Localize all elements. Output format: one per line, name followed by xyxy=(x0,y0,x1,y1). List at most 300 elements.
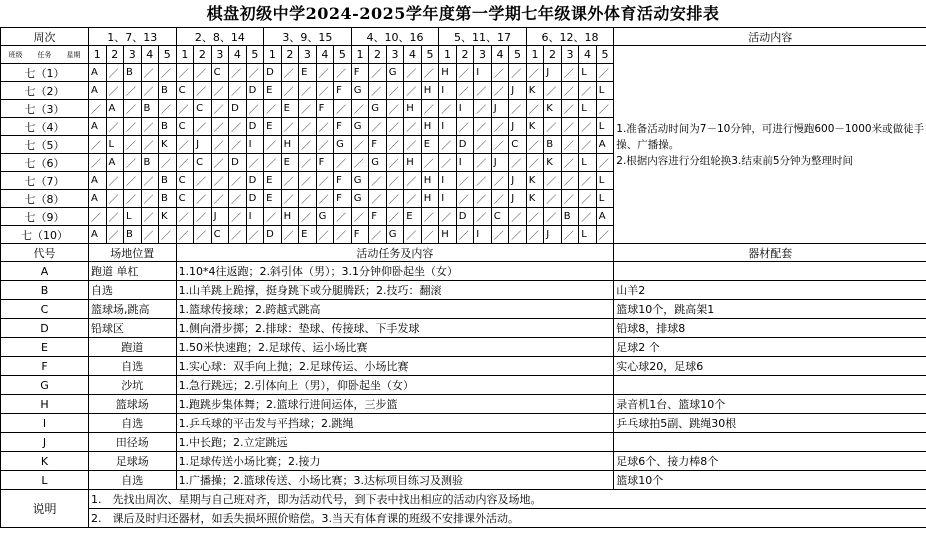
schedule-cell: ／ xyxy=(369,82,387,100)
schedule-cell: H xyxy=(439,64,457,82)
schedule-cell: ／ xyxy=(141,82,159,100)
activity-content-notes xyxy=(614,46,926,244)
schedule-cell: ／ xyxy=(246,64,264,82)
schedule-cell: ／ xyxy=(106,118,124,136)
weeks-label: 周次 xyxy=(1,28,89,46)
schedule-cell: D xyxy=(246,118,264,136)
day-header: 4 xyxy=(579,46,597,64)
schedule-cell: ／ xyxy=(264,136,282,154)
schedule-cell: ／ xyxy=(194,118,212,136)
day-header: 3 xyxy=(474,46,492,64)
schedule-cell: ／ xyxy=(106,208,124,226)
schedule-cell: ／ xyxy=(211,154,229,172)
schedule-cell: K xyxy=(526,82,544,100)
schedule-cell: D xyxy=(229,100,247,118)
task-equipment: 篮球10个，跳高架1 xyxy=(614,300,926,319)
schedule-cell: ／ xyxy=(246,154,264,172)
day-header: 4 xyxy=(491,46,509,64)
schedule-cell: L xyxy=(579,100,597,118)
task-equipment: 实心球20，足球6 xyxy=(614,357,926,376)
schedule-cell: K xyxy=(159,136,177,154)
schedule-cell: I xyxy=(456,154,474,172)
task-content: 1.乒乓球的平击发与平挡球；2.跳绳 xyxy=(176,414,614,433)
task-location: 自选 xyxy=(89,471,177,490)
task-content: 1.跑跳步集体舞；2.篮球行进间运体，三步篮 xyxy=(176,395,614,414)
week-header: 5、11、17 xyxy=(439,28,527,46)
schedule-cell: ／ xyxy=(316,136,334,154)
schedule-cell: ／ xyxy=(579,136,597,154)
schedule-cell: F xyxy=(334,190,352,208)
schedule-cell: ／ xyxy=(491,172,509,190)
task-content: 1.50米快速跑；2.足球传、运小场比赛 xyxy=(176,338,614,357)
schedule-cell: ／ xyxy=(526,154,544,172)
task-location: 田径场 xyxy=(89,433,177,452)
schedule-cell: D xyxy=(246,172,264,190)
schedule-cell: H xyxy=(421,172,439,190)
schedule-cell: B xyxy=(544,136,562,154)
task-code: G xyxy=(1,376,89,395)
schedule-cell: H xyxy=(281,136,299,154)
task-equipment xyxy=(614,262,926,281)
task-location: 足球场 xyxy=(89,452,177,471)
schedule-cell: ／ xyxy=(526,136,544,154)
schedule-cell: ／ xyxy=(351,154,369,172)
schedule-cell: ／ xyxy=(89,100,107,118)
schedule-cell: C xyxy=(194,154,212,172)
task-code: K xyxy=(1,452,89,471)
task-equipment: 铅球8，排球8 xyxy=(614,319,926,338)
schedule-cell: ／ xyxy=(229,136,247,154)
schedule-cell: I xyxy=(439,82,457,100)
schedule-cell: ／ xyxy=(421,208,439,226)
schedule-cell: ／ xyxy=(526,64,544,82)
schedule-cell: ／ xyxy=(474,136,492,154)
task-equipment: 足球6个、接力棒8个 xyxy=(614,452,926,471)
schedule-cell: G xyxy=(351,118,369,136)
schedule-cell: ／ xyxy=(526,226,544,244)
task-location: 铅球区 xyxy=(89,319,177,338)
schedule-cell: C xyxy=(211,64,229,82)
schedule-cell: ／ xyxy=(404,118,422,136)
day-header: 5 xyxy=(509,46,527,64)
schedule-cell: ／ xyxy=(264,208,282,226)
schedule-cell: J xyxy=(509,82,527,100)
day-header: 1 xyxy=(89,46,107,64)
day-header: 1 xyxy=(439,46,457,64)
schedule-cell: L xyxy=(579,154,597,172)
schedule-cell: ／ xyxy=(369,118,387,136)
schedule-cell: K xyxy=(526,190,544,208)
schedule-cell: C xyxy=(509,136,527,154)
class-name: 七（3） xyxy=(1,100,89,118)
class-task-day-label xyxy=(1,46,89,64)
schedule-cell: ／ xyxy=(124,136,142,154)
schedule-cell: ／ xyxy=(211,82,229,100)
class-name: 七（5） xyxy=(1,136,89,154)
schedule-cell: ／ xyxy=(141,226,159,244)
schedule-cell: ／ xyxy=(299,100,317,118)
class-name: 七（7） xyxy=(1,172,89,190)
schedule-cell: ／ xyxy=(526,100,544,118)
schedule-cell: E xyxy=(264,172,282,190)
task-content: 1.急行跳远；2.引体向上（男），仰卧起坐（女） xyxy=(176,376,614,395)
schedule-cell: I xyxy=(474,64,492,82)
schedule-cell: ／ xyxy=(439,208,457,226)
schedule-cell: H xyxy=(421,190,439,208)
schedule-cell: ／ xyxy=(509,64,527,82)
schedule-cell: ／ xyxy=(474,154,492,172)
notes-label: 说明 xyxy=(1,490,89,528)
note-line: 1. 先找出周次、星期与自己班对齐，即为活动代号，到下表中找出相应的活动内容及场地。 xyxy=(89,490,926,509)
task-content: 1.广播操；2.篮球传送、小场比赛；3.达标项目练习及测验 xyxy=(176,471,614,490)
schedule-cell: ／ xyxy=(334,208,352,226)
schedule-cell: J xyxy=(491,100,509,118)
schedule-cell: ／ xyxy=(491,190,509,208)
schedule-cell: ／ xyxy=(351,208,369,226)
task-row xyxy=(1,452,926,471)
task-code: D xyxy=(1,319,89,338)
schedule-cell: E xyxy=(421,136,439,154)
schedule-cell: ／ xyxy=(106,82,124,100)
schedule-cell: ／ xyxy=(404,172,422,190)
day-header: 2 xyxy=(281,46,299,64)
week-header: 1、7、13 xyxy=(89,28,177,46)
schedule-cell: A xyxy=(596,136,614,154)
schedule-cell: ／ xyxy=(194,208,212,226)
schedule-cell: ／ xyxy=(299,208,317,226)
schedule-cell: ／ xyxy=(264,154,282,172)
schedule-cell: G xyxy=(316,208,334,226)
schedule-cell: ／ xyxy=(369,172,387,190)
schedule-cell: ／ xyxy=(211,136,229,154)
schedule-cell: B xyxy=(561,208,579,226)
schedule-cell: L xyxy=(596,172,614,190)
schedule-cell: ／ xyxy=(386,154,404,172)
schedule-cell: ／ xyxy=(509,100,527,118)
schedule-cell: ／ xyxy=(316,64,334,82)
task-equipment: 录音机1台、篮球10个 xyxy=(614,395,926,414)
schedule-cell: K xyxy=(526,172,544,190)
schedule-cell: B xyxy=(124,226,142,244)
schedule-cell: ／ xyxy=(89,208,107,226)
task-location: 篮球场,跳高 xyxy=(89,300,177,319)
schedule-cell: ／ xyxy=(334,64,352,82)
code-header: 代号 xyxy=(1,244,89,262)
content-label: 活动内容 xyxy=(614,28,926,46)
task-content: 1.足球传送小场比赛；2.接力 xyxy=(176,452,614,471)
schedule-cell: F xyxy=(316,100,334,118)
schedule-cell: L xyxy=(106,136,124,154)
schedule-cell: ／ xyxy=(474,190,492,208)
schedule-cell: ／ xyxy=(281,64,299,82)
task-location: 自选 xyxy=(89,281,177,300)
schedule-cell: ／ xyxy=(509,208,527,226)
week-header: 6、12、18 xyxy=(526,28,614,46)
schedule-cell: ／ xyxy=(281,82,299,100)
schedule-cell: I xyxy=(246,208,264,226)
schedule-cell: E xyxy=(299,64,317,82)
schedule-cell: ／ xyxy=(579,190,597,208)
schedule-table xyxy=(0,27,926,528)
schedule-cell: ／ xyxy=(246,100,264,118)
schedule-cell: ／ xyxy=(229,64,247,82)
schedule-cell: ／ xyxy=(561,226,579,244)
schedule-cell: H xyxy=(404,154,422,172)
task-equipment: 乒乓球拍5副、跳绳30根 xyxy=(614,414,926,433)
schedule-cell: F xyxy=(369,136,387,154)
schedule-cell: ／ xyxy=(211,118,229,136)
schedule-cell: ／ xyxy=(194,82,212,100)
content-note: 1.准备活动时间为7－10分钟，可进行慢跑600－1000米或做徒手操、广播操。 xyxy=(616,122,925,151)
schedule-cell: ／ xyxy=(159,226,177,244)
task-code: C xyxy=(1,300,89,319)
schedule-cell: ／ xyxy=(561,190,579,208)
schedule-cell: D xyxy=(456,136,474,154)
schedule-cell: ／ xyxy=(229,190,247,208)
schedule-cell: ／ xyxy=(369,64,387,82)
day-header: 3 xyxy=(211,46,229,64)
task-row xyxy=(1,357,926,376)
sub-label: 班级 xyxy=(8,50,23,59)
task-code: J xyxy=(1,433,89,452)
schedule-cell: H xyxy=(439,226,457,244)
schedule-cell: ／ xyxy=(404,82,422,100)
schedule-cell: C xyxy=(176,118,194,136)
schedule-cell: ／ xyxy=(124,154,142,172)
schedule-cell: C xyxy=(176,172,194,190)
task-location: 跑道 单杠 xyxy=(89,262,177,281)
task-equipment: 山羊2 xyxy=(614,281,926,300)
task-code: H xyxy=(1,395,89,414)
class-name: 七（10） xyxy=(1,226,89,244)
schedule-cell: L xyxy=(579,64,597,82)
schedule-cell: J xyxy=(211,208,229,226)
schedule-cell: ／ xyxy=(491,136,509,154)
schedule-cell: ／ xyxy=(456,172,474,190)
schedule-cell: D xyxy=(264,226,282,244)
task-location: 自选 xyxy=(89,357,177,376)
schedule-cell: F xyxy=(316,154,334,172)
schedule-cell: ／ xyxy=(299,118,317,136)
schedule-cell: C xyxy=(491,208,509,226)
schedule-cell: ／ xyxy=(194,64,212,82)
class-name: 七（9） xyxy=(1,208,89,226)
schedule-cell: ／ xyxy=(229,82,247,100)
schedule-cell: ／ xyxy=(124,190,142,208)
schedule-cell: K xyxy=(526,118,544,136)
day-header: 2 xyxy=(456,46,474,64)
schedule-cell: ／ xyxy=(159,154,177,172)
schedule-cell: ／ xyxy=(544,190,562,208)
schedule-cell: I xyxy=(474,226,492,244)
class-name: 七（6） xyxy=(1,154,89,172)
task-content: 1.10*4往返跑；2.斜引体（男）；3.1分钟仰卧起坐（女） xyxy=(176,262,614,281)
schedule-cell: C xyxy=(194,100,212,118)
schedule-cell: J xyxy=(544,226,562,244)
schedule-cell: ／ xyxy=(561,100,579,118)
schedule-cell: I xyxy=(439,190,457,208)
schedule-cell: ／ xyxy=(386,172,404,190)
schedule-cell: F xyxy=(334,82,352,100)
schedule-cell: ／ xyxy=(334,100,352,118)
schedule-cell: ／ xyxy=(561,64,579,82)
schedule-cell: ／ xyxy=(561,154,579,172)
schedule-cell: ／ xyxy=(264,100,282,118)
schedule-cell: ／ xyxy=(404,136,422,154)
schedule-cell: K xyxy=(544,154,562,172)
schedule-cell: J xyxy=(509,118,527,136)
schedule-cell: ／ xyxy=(159,64,177,82)
schedule-cell: L xyxy=(596,190,614,208)
task-content: 1.侧向滑步掷；2.排球：垫球、传接球、下手发球 xyxy=(176,319,614,338)
task-row xyxy=(1,281,926,300)
page-title: 棋盘初级中学2024-2025学年度第一学期七年级课外体育活动安排表 xyxy=(206,4,720,23)
task-code: A xyxy=(1,262,89,281)
schedule-cell: ／ xyxy=(474,82,492,100)
schedule-cell: ／ xyxy=(229,208,247,226)
week-header: 3、9、15 xyxy=(264,28,352,46)
day-header: 1 xyxy=(351,46,369,64)
schedule-cell: F xyxy=(334,118,352,136)
schedule-cell: ／ xyxy=(456,64,474,82)
schedule-cell: G xyxy=(351,82,369,100)
day-header: 5 xyxy=(159,46,177,64)
schedule-cell: B xyxy=(141,100,159,118)
schedule-cell: J xyxy=(544,64,562,82)
schedule-cell: ／ xyxy=(404,64,422,82)
schedule-cell: ／ xyxy=(246,226,264,244)
day-header: 2 xyxy=(369,46,387,64)
class-name: 七（4） xyxy=(1,118,89,136)
schedule-cell: J xyxy=(491,154,509,172)
task-equipment xyxy=(614,433,926,452)
schedule-cell: ／ xyxy=(544,82,562,100)
schedule-cell: L xyxy=(579,226,597,244)
schedule-cell: ／ xyxy=(474,118,492,136)
schedule-cell: ／ xyxy=(386,82,404,100)
schedule-cell: ／ xyxy=(299,154,317,172)
task-equipment: 篮球10个 xyxy=(614,471,926,490)
schedule-cell: I xyxy=(439,118,457,136)
schedule-cell: ／ xyxy=(579,172,597,190)
schedule-cell: A xyxy=(106,154,124,172)
schedule-cell: ／ xyxy=(491,82,509,100)
schedule-cell: ／ xyxy=(194,172,212,190)
schedule-cell: ／ xyxy=(334,154,352,172)
schedule-cell: ／ xyxy=(561,118,579,136)
schedule-cell: B xyxy=(124,64,142,82)
note-line: 2. 课后及时归还器材，如丢失损坏照价赔偿。3.当天有体育课的班级不安排课外活动。 xyxy=(89,509,926,528)
schedule-cell: A xyxy=(89,64,107,82)
class-name: 七（8） xyxy=(1,190,89,208)
schedule-cell: ／ xyxy=(439,154,457,172)
schedule-cell: ／ xyxy=(141,136,159,154)
schedule-cell: ／ xyxy=(404,226,422,244)
schedule-cell: ／ xyxy=(141,172,159,190)
schedule-cell: K xyxy=(544,100,562,118)
schedule-cell: ／ xyxy=(439,136,457,154)
schedule-cell: ／ xyxy=(281,190,299,208)
schedule-cell: ／ xyxy=(544,208,562,226)
schedule-cell: E xyxy=(299,226,317,244)
day-header: 3 xyxy=(386,46,404,64)
schedule-cell: ／ xyxy=(334,226,352,244)
task-location: 自选 xyxy=(89,414,177,433)
schedule-cell: K xyxy=(159,208,177,226)
task-row xyxy=(1,376,926,395)
task-row xyxy=(1,433,926,452)
schedule-cell: E xyxy=(281,154,299,172)
schedule-cell: ／ xyxy=(176,154,194,172)
schedule-cell: ／ xyxy=(526,208,544,226)
schedule-cell: B xyxy=(159,82,177,100)
task-content: 1.实心球：双手向上抛；2.足球传运、小场比赛 xyxy=(176,357,614,376)
schedule-cell: ／ xyxy=(596,154,614,172)
week-header: 4、10、16 xyxy=(351,28,439,46)
schedule-cell: ／ xyxy=(211,190,229,208)
task-content: 1.中长跑；2.立定跳远 xyxy=(176,433,614,452)
schedule-cell: ／ xyxy=(386,100,404,118)
day-header: 5 xyxy=(596,46,614,64)
schedule-cell: C xyxy=(176,190,194,208)
schedule-cell: ／ xyxy=(194,226,212,244)
schedule-cell: ／ xyxy=(124,172,142,190)
day-header: 3 xyxy=(124,46,142,64)
schedule-cell: ／ xyxy=(386,118,404,136)
schedule-cell: L xyxy=(596,82,614,100)
schedule-cell: ／ xyxy=(176,136,194,154)
schedule-cell: ／ xyxy=(316,82,334,100)
schedule-cell: ／ xyxy=(544,118,562,136)
day-header: 3 xyxy=(299,46,317,64)
schedule-cell: E xyxy=(281,100,299,118)
schedule-cell: F xyxy=(351,226,369,244)
schedule-cell: G xyxy=(351,172,369,190)
schedule-cell: ／ xyxy=(281,172,299,190)
task-row xyxy=(1,338,926,357)
schedule-cell: ／ xyxy=(194,190,212,208)
schedule-cell: I xyxy=(246,136,264,154)
schedule-cell: B xyxy=(159,118,177,136)
schedule-cell: ／ xyxy=(229,172,247,190)
task-location: 跑道 xyxy=(89,338,177,357)
schedule-cell: ／ xyxy=(351,136,369,154)
schedule-cell: ／ xyxy=(176,226,194,244)
day-header: 1 xyxy=(176,46,194,64)
task-row xyxy=(1,395,926,414)
schedule-cell: ／ xyxy=(229,226,247,244)
schedule-cell: ／ xyxy=(316,118,334,136)
schedule-cell: ／ xyxy=(579,208,597,226)
task-location: 篮球场 xyxy=(89,395,177,414)
schedule-cell: ／ xyxy=(369,190,387,208)
day-header: 4 xyxy=(141,46,159,64)
schedule-cell: I xyxy=(439,172,457,190)
schedule-cell: ／ xyxy=(351,100,369,118)
sub-label: 星期 xyxy=(66,50,81,59)
schedule-cell: ／ xyxy=(386,190,404,208)
task-row xyxy=(1,414,926,433)
schedule-cell: ／ xyxy=(596,100,614,118)
sub-label: 任务 xyxy=(37,50,52,59)
schedule-cell: ／ xyxy=(491,118,509,136)
task-equipment xyxy=(614,376,926,395)
task-code: F xyxy=(1,357,89,376)
schedule-cell: F xyxy=(351,64,369,82)
schedule-cell: ／ xyxy=(89,136,107,154)
task-row xyxy=(1,319,926,338)
schedule-cell: B xyxy=(141,154,159,172)
